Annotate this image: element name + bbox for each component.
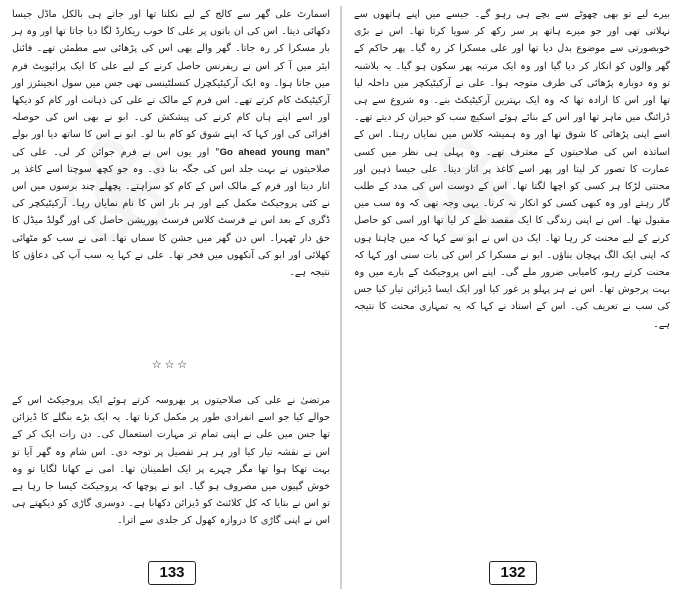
right-page [342,0,682,595]
left-page-text-upper: اسمارٹ علی گھر سے کالج کے لیے نکلتا تھا اور جاتے ہی بالکل ماڈل جیسا دکھائی دیتا۔ اس کی ان باتوں پر علی کا خوب ریکارڈ لگا دیا جاتا تھا اور وہ ہر بار مسکرا کر رہ جاتا۔ گھر والے بھی اس کی پڑھائی سے مطمئن تھے۔ فائنل ایئر میں آ کر اس نے ریفرنس حاصل کرنے کے لیے علی کا ایک پرائیویٹ فرم میں جانا ہوا۔ وہ ایک آرکیٹیکچرل کنسلٹینسی تھی جس میں سول انجینئرز اور آرکیٹیکٹ کام کرتے تھے۔ اس فرم کے مالک نے علی کی ذہانت اور کام کو دیکھا اور اسے اپنے ہاں کام کرنے کی پیشکش کی۔ ابو نے بھی اس کی حوصلہ افزائی کی اور کہا کہ اپنے شوق کو کام بنا لو۔ ابو نے اس کا ساتھ دیا اور بولے "Go ahead young man" اور یوں اس نے فرم جوائن کر لی۔ علی کی صلاحیتوں نے بہت جلد اس کی جگہ بنا دی۔ وہ جو کچھ سوچتا اسے کاغذ پر اتار دیتا اور فرم کے مالک اس کے کام کو سراہتے۔ پچھلے چند برسوں میں اس نے کئی پروجیکٹ مکمل کیے اور ہر بار اس کا نام نمایاں رہا۔ آرکیٹیکچر کی ڈگری کے بعد اس نے فرسٹ کلاس فرسٹ پوزیشن حاصل کی اور گولڈ میڈل کا حق دار ٹھہرا۔ اس دن گھر میں جشن کا سماں تھا۔ امی نے سب کو مٹھائی کھلائی اور ابو کی آنکھوں میں فخر تھا۔ علی نے کہا یہ سب آپ کی دعاؤں کا نتیجہ ہے۔ [12,9,330,279]
page-number: 133 [148,561,196,585]
left-page-text-lower [12,392,330,530]
paragraph: اور یوں اس نے فرم جوائن کر لی۔ علی کی صلاحیتوں نے بہت جلد اس کی جگہ بنا دی۔ وہ جو کچھ سوچتا اسے کاغذ پر اتار دیتا اور فرم کے مالک اس کے کام کو سراہتے۔ پچھلے چند برسوں میں اس نے کئی پروجیکٹ مکمل کیے اور ہر بار اس کا نام نمایاں رہا۔ [12,146,330,210]
paragraph: فائنل ایئر میں آ کر اس نے ریفرنس حاصل کرنے کے لیے علی کا ایک پرائیویٹ فرم میں جانا ہوا۔ وہ ایک آرکیٹیکچرل کنسلٹینسی تھی جس میں سول انجینئرز اور آرکیٹیکٹ کام کرتے تھے۔ اس فرم کے مالک نے علی کی ذہانت اور کام کو دیکھا اور اسے اپنے ہاں کام کرنے کی پیشکش کی۔ ابو نے بھی اس کی حوصلہ افزائی کی اور کہا کہ اپنے شوق کو کام بنا لو۔ [12,43,330,141]
paragraph: پھر حاکم کے گھر والوں کو انکار کر دیا گیا اور وہ ایک مرتبہ پھر سکون ہو گیا۔ یہ بلاشبہ تو وہ دوبارہ پڑھائی کی طرف متوجہ ہوا۔ علی نے آرکیٹیکچر میں داخلہ لیا تھا اور اس کا ارادہ تھا کہ وہ ایک بہترین آرکیٹیکٹ بنے۔ وہ شروع سے ہی ڈرائنگ میں ماہر تھا اور اس کے بنائے ہوئے اسکیچ سب کو حیران کر دیتے تھے۔ [354,43,670,124]
paragraph: مرتضیٰ نے علی کی صلاحیتوں پر بھروسہ کرتے ہوئے ایک پروجیکٹ اس کے حوالے کیا جو اسے انفرادی طور پر مکمل کرنا تھا۔ یہ ایک بڑے بنگلے کا ڈیزائن تھا جس میں علی نے اپنی تمام تر مہارت استعمال کی۔ دن رات ایک کر کے اس نے نقشہ تیار کیا اور ہر ہر تفصیل پر توجہ دی۔ [12,395,330,458]
english-quote: Go ahead young man [219,146,326,158]
paragraph: اس نے اپنی زندگی کا ایک مقصد طے کر لیا تھا اور اسی کو حاصل کرنے کے لیے محنت کر رہا تھا۔ ایک دن اس نے ابو سے کہا کہ میں چاہتا ہوں کہ اپنی ایک الگ پہچان بناؤں۔ ابو نے مسکرا کر اس کی بات سنی اور کہا کہ محنت کرتے رہو، کامیابی ضرور ملے گی۔ [354,215,670,279]
paragraph: اس شام وہ گھر آیا تو بہت تھکا ہوا تھا مگر چہرے پر ایک اطمینان تھا۔ امی نے کھانا لگایا تو وہ خوش گپیوں میں مصروف ہو گیا۔ ابو نے پوچھا کہ پروجیکٹ کیسا جا رہا ہے تو اس نے بتایا کہ کل کلائنٹ کو ڈیزائن دکھانا ہے۔ دوسری گاڑی کو دیکھتے ہی اس نے اپنی گاڑی کا دروازہ کھول کر جلدی سے اترا۔ [12,446,330,527]
paragraph: آرکیٹیکچر کی ڈگری کے بعد اس نے فرسٹ کلاس فرسٹ پوزیشن حاصل کی اور گولڈ میڈل کا حق دار ٹھہرا۔ اس دن گھر میں جشن کا سماں تھا۔ امی نے سب کو مٹھائی کھلائی اور ابو کی آنکھوں میں فخر تھا۔ علی نے کہا یہ سب آپ کی دعاؤں کا نتیجہ ہے۔ [12,198,330,279]
page-number: 132 [489,561,537,585]
right-page-text [354,6,670,333]
paragraph: ابو نے اس کا ساتھ دیا اور بولے [12,129,137,141]
paragraph: اپنے اس پروجیکٹ کے بارے میں وہ بہت پرجوش تھا۔ اس نے ہر پہلو پر غور کیا اور ایک ایسا ڈیزائن تیار کیا جس کی سب نے تعریف کی۔ اس کے استاد نے کہا کہ یہ تمہاری محنت کا نتیجہ ہے۔ [354,267,670,330]
paragraph: اسمارٹ علی گھر سے کالج کے لیے نکلتا تھا اور جاتے ہی بالکل ماڈل جیسا دکھائی دیتا۔ اس کی ان باتوں پر علی کا خوب ریکارڈ لگا دیا جاتا تھا اور وہ ہر بار مسکرا کر رہ جاتا۔ گھر والے بھی اس کی پڑھائی سے مطمئن تھے۔ [12,9,330,55]
paragraph: علی جیسا ذہین اور محنتی لڑکا ہر کسی کو اچھا لگتا تھا۔ اس کے دوست اس کی مدد کے طلب گار رہتے اور وہ کبھی کسی کو انکار نہ کرتا۔ یہی وجہ تھی کہ وہ سب میں مقبول تھا۔ [354,163,670,227]
paragraph: بیرے لیے تو بھی چھوٹے سے بچے ہی رہو گے۔ جیسے میں اپنے ہاتھوں سے نہلاتی تھی اور جو میرے ہاتھ پر سر رکھ کر سویا کرتا تھا۔ اس نے بڑی خوبصورتی سے موضوع بدل دیا تھا اور علی مسکرا کر رہ گیا۔ [354,9,670,55]
section-separator: ☆☆☆ [151,358,191,371]
paragraph: اسے اپنی پڑھائی کا شوق تھا اور وہ ہمیشہ کلاس میں نمایاں رہتا۔ اس کے اساتذہ اس کی صلاحیتوں کے معترف تھے۔ وہ پہلی ہی نظر میں کسی عمارت کا تصور کر لیتا اور پھر اسے کاغذ پر اتار دیتا۔ [354,129,670,175]
